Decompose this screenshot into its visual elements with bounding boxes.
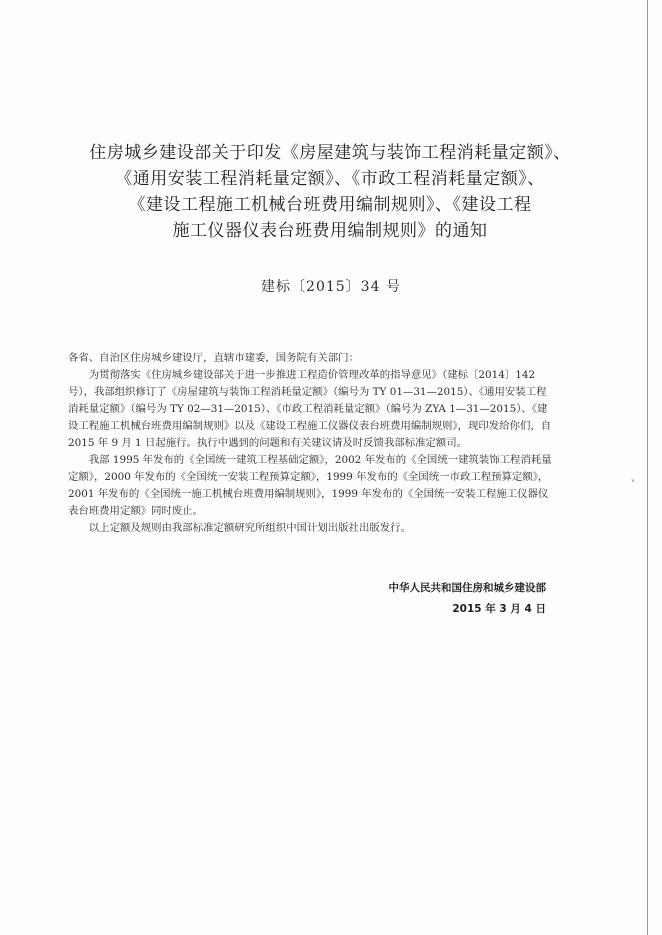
signature-block — [389, 578, 547, 620]
scan-speck — [632, 477, 638, 482]
document-title — [60, 140, 600, 244]
document-body — [68, 350, 552, 537]
salutation: 各省、自治区住房城乡建设厅，直辖市建委，国务院有关部门： — [68, 352, 359, 364]
title-line: 《建设工程施工机械台班费用编制规则》、《建设工程 — [128, 195, 532, 215]
document-number: 建标〔2015〕34 号 — [261, 279, 401, 295]
page-edge-line — [647, 0, 648, 935]
issue-date: 2015 年 3 月 4 日 — [452, 603, 546, 615]
issuing-organization: 中华人民共和国住房和城乡建设部 — [388, 582, 546, 594]
title-line: 《通用安装工程消耗量定额》、《市政工程消耗量定额》、 — [115, 169, 545, 189]
title-line: 住房城乡建设部关于印发《房屋建筑与装饰工程消耗量定额》、 — [89, 143, 571, 163]
body-paragraph: 为贯彻落实《住房城乡建设部关于进一步推进工程造价管理改革的指导意见》（建标〔2014〕142号），我部组织修订了《房屋建筑与装饰工程消耗量定额》（编号为 TY 01—31—2015）、《通用安装工程消耗量定额》（编号为 TY 02—31—2015）、《市政工程消耗量定额》（编号为 ZYA 1—31—2015）、《建设工程施工机械台班费用编制规则》以及《建设工程施工仪器仪表台班费用编制规则》，现印发给你们，自 2015 年 9 月 1 日起施行。执行中遇到的问题和有关建议请及时反馈我部标准定额司。 — [68, 369, 552, 449]
body-paragraph: 我部 1995 年发布的《全国统一建筑工程基础定额》，2002 年发布的《全国统一建筑装饰工程消耗量定额》，2000 年发布的《全国统一安装工程预算定额》，1999 年发布的《全国统一市政工程预算定额》，2001 年发布的《全国统一施工机械台班费用编制规则》，1999 年发布的《全国统一安装工程施工仪器仪表台班费用定额》同时废止。 — [68, 454, 552, 517]
body-paragraph: 以上定额及规则由我部标准定额研究所组织中国计划出版社出版发行。 — [88, 522, 411, 534]
title-line: 施工仪器仪表台班费用编制规则》的通知 — [172, 221, 488, 241]
